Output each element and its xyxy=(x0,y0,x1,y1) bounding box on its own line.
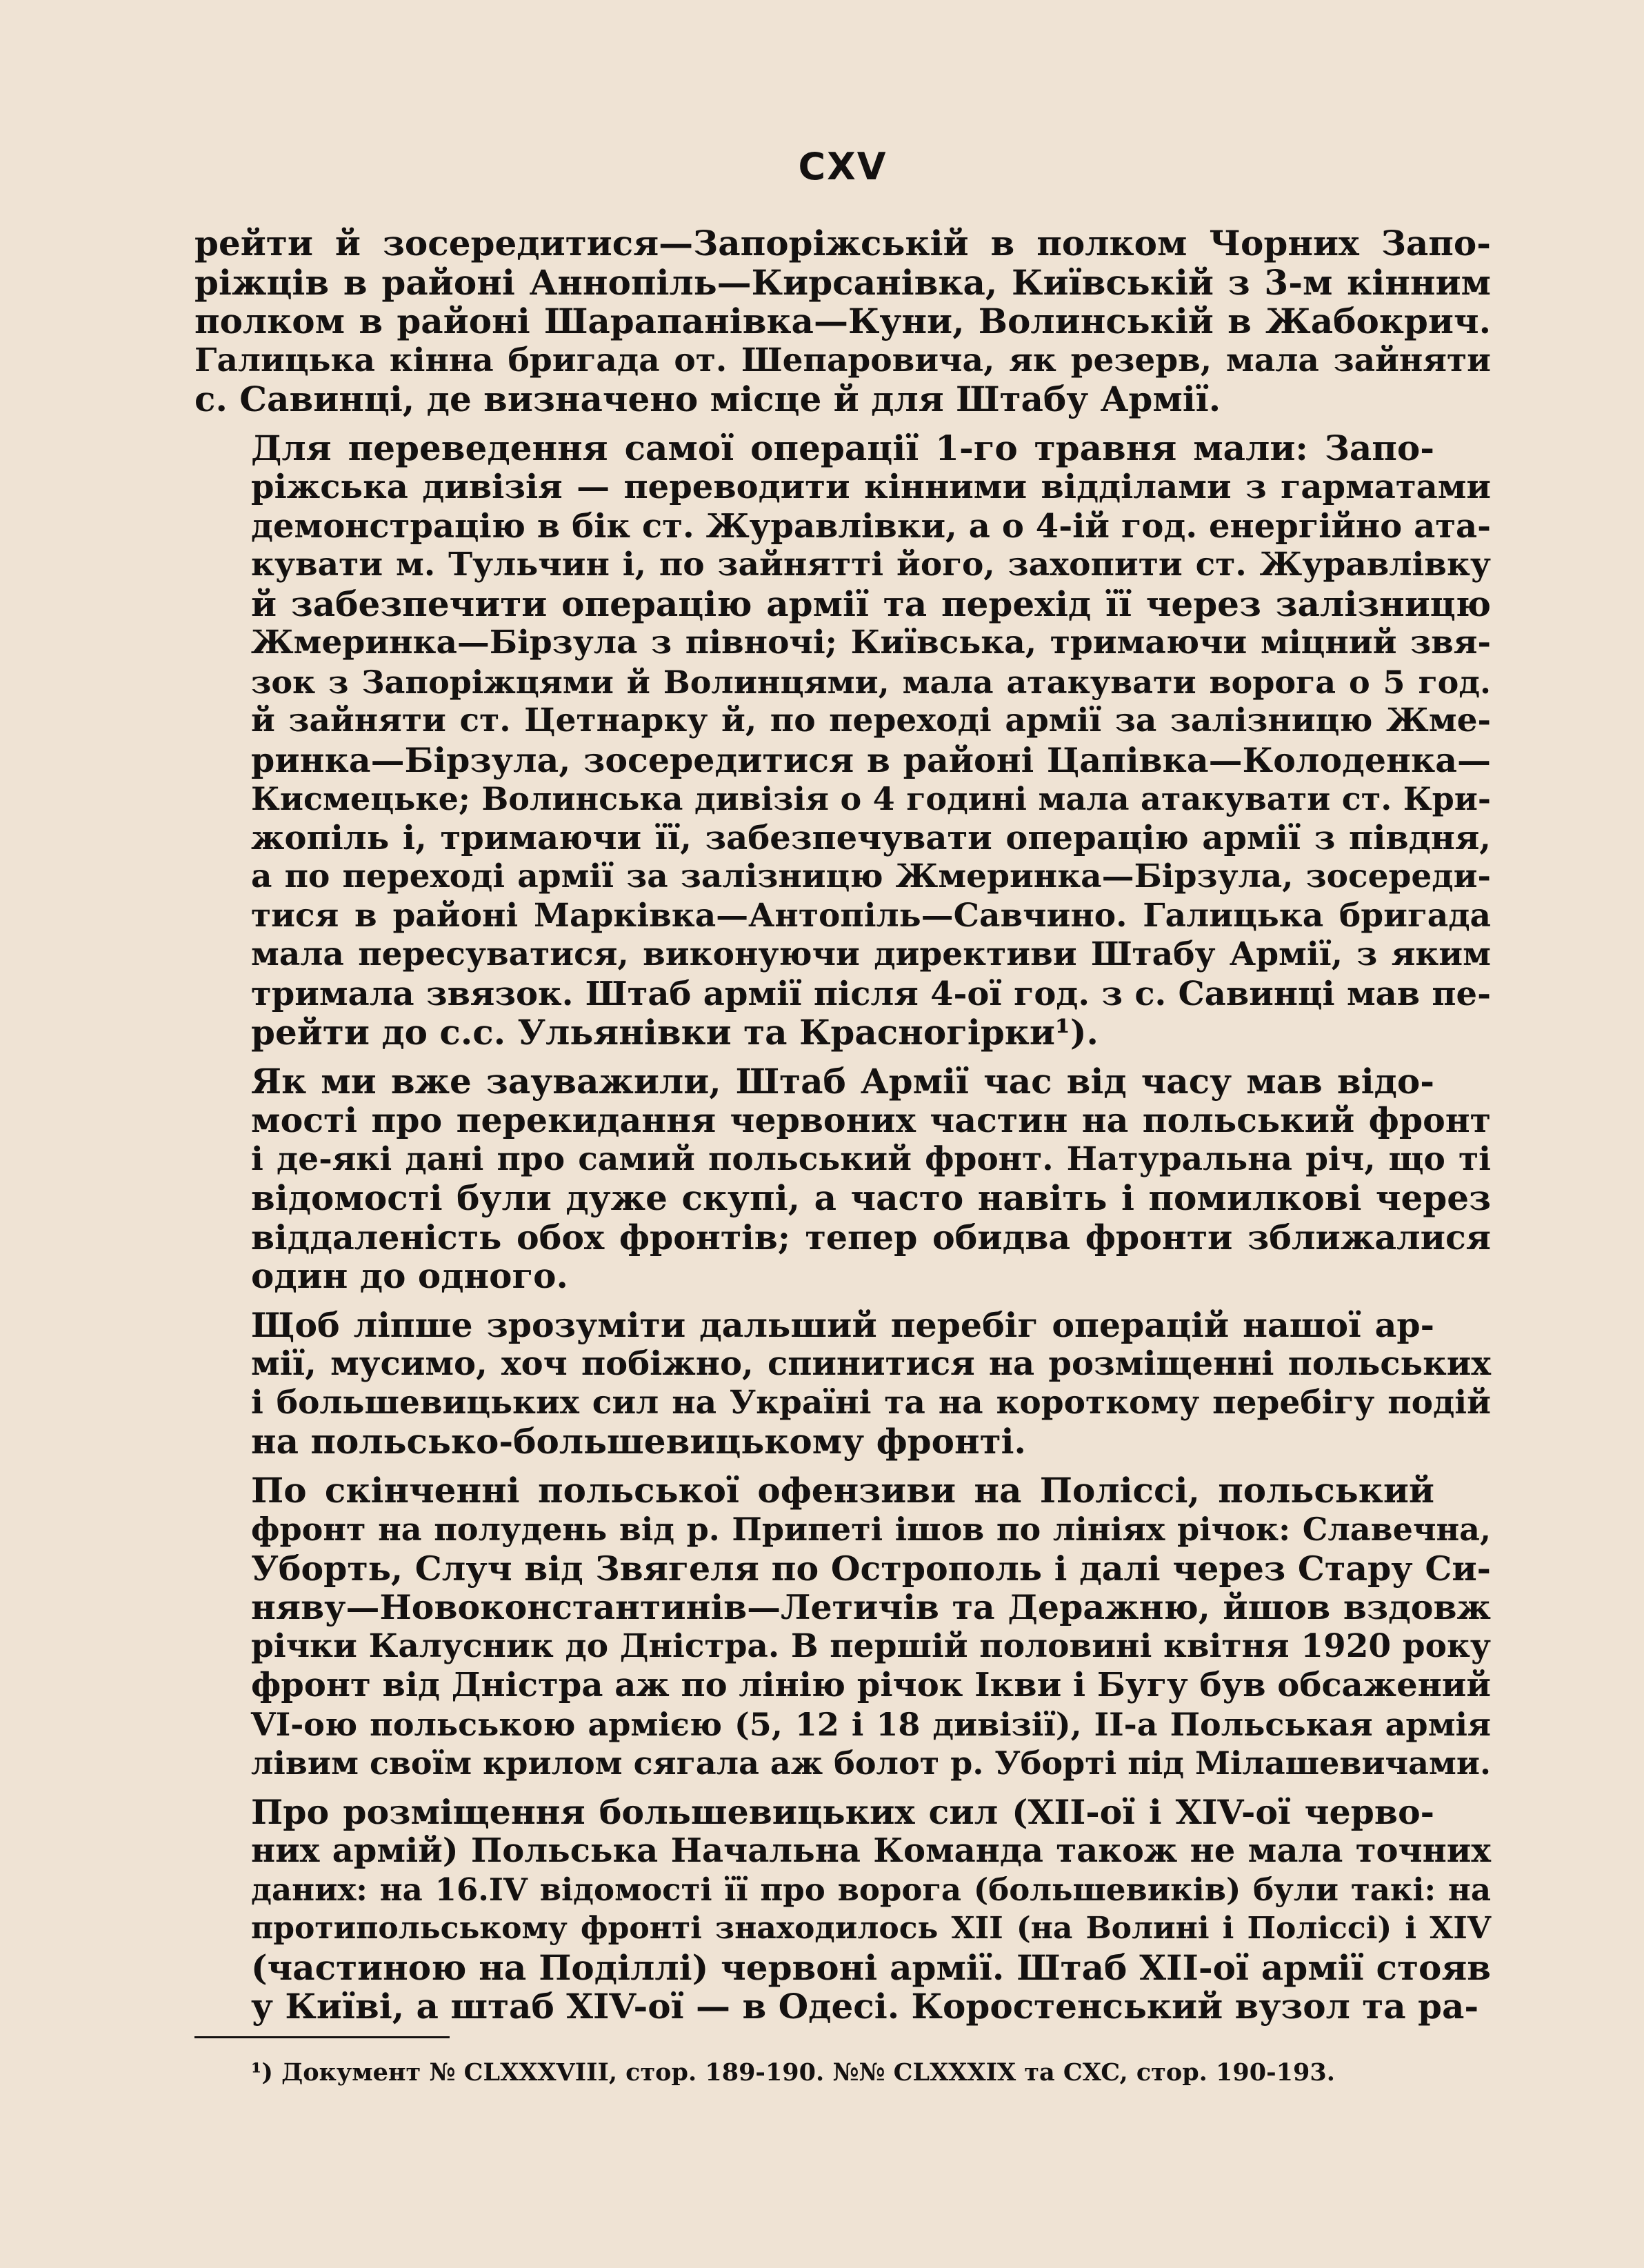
text-line: і де-які дані про самий польський фронт. Натуральна річ, що ті xyxy=(251,1140,1491,1178)
text-line: ріжців в районі Аннопіль—Кирсанівка, Київській з 3-м кінним xyxy=(194,261,1491,303)
text-line: полком в районі Шарапанівка—Куни, Волинській в Жабокрич. xyxy=(194,301,1491,341)
text-line: зок з Запоріжцями й Волинцями, мала атакувати ворога о 5 год. xyxy=(251,663,1491,701)
text-line: VI-ою польською армією (5, 12 і 18 дивізії), ІІ-а Польськая армія xyxy=(251,1705,1491,1743)
text-line: Для переведення самої операції 1-го травня мали: Запо- xyxy=(251,427,1434,468)
text-line: віддаленість обох фронтів; тепер обидва фронти зближалися xyxy=(251,1217,1491,1257)
text-line: Як ми вже зауважили, Штаб Армії час від часу мав відо- xyxy=(251,1060,1434,1102)
text-line: Щоб ліпше зрозуміти дальший перебіг операцій нашої ар- xyxy=(251,1304,1434,1345)
text-line: ріжська дивізія — переводити кінними відділами з гарматами xyxy=(251,468,1491,506)
text-line: Кисмецьке; Волинська дивізія о 4 годині мала атакувати ст. Кри- xyxy=(251,780,1491,817)
paragraph xyxy=(194,1062,1491,1296)
text-line: По скінченні польської офензиви на Поліссі, польський xyxy=(251,1469,1434,1511)
text-line: мії, мусимо, хоч побіжно, спинитися на розміщенні польських xyxy=(251,1344,1491,1383)
text-line: лівим своїм крилом сягала аж болот р. Уборті під Мілашевичами. xyxy=(251,1744,1491,1782)
text-line: фронт на полудень від р. Припеті ішов по лініях річок: Славечна, xyxy=(251,1511,1491,1548)
footnote: ¹) Документ № CLXXXVIII, стор. 189-190. №№ CLXXXIX та CXC, стор. 190-193. xyxy=(251,2058,1335,2087)
text-line: Уборть, Случ від Звягеля по Острополь і далі через Стару Си- xyxy=(251,1548,1491,1589)
paragraph xyxy=(194,224,1491,419)
text-line: демонстрацію в бік ст. Журавлівки, а о 4-ій год. енергійно ата- xyxy=(251,506,1491,546)
paragraph xyxy=(194,1471,1491,1783)
text-line: кувати м. Тульчин і, по зайнятті його, захопити ст. Журавлівку xyxy=(251,546,1491,584)
text-line: (частиною на Поділлі) червоні армії. Штаб XII-ої армії стояв xyxy=(251,1947,1491,1988)
footnote-divider xyxy=(194,2036,450,2038)
text-line: них армій) Польська Начальна Команда також не мала точних xyxy=(251,1831,1491,1870)
text-line: с. Савинці, де визначено місце й для Штабу Армії. xyxy=(194,379,1221,419)
text-line: тися в районі Марківка—Антопіль—Савчино. Галицька бригада xyxy=(251,896,1491,935)
text-line: річки Калусник до Дністра. В першій половині квітня 1920 року xyxy=(251,1627,1491,1665)
text-line: даних: на 16.IV відомості її про ворога (большевиків) були такі: на xyxy=(251,1871,1491,1908)
document-page xyxy=(194,145,1491,2088)
text-line: рейти до с.с. Ульянівки та Красногірки¹). xyxy=(251,1012,1099,1053)
paragraph xyxy=(194,429,1491,1053)
paragraph xyxy=(194,1793,1491,2027)
text-line: тримала звязок. Штаб армії після 4-ої год. з с. Савинці мав пе- xyxy=(251,974,1491,1013)
text-line: один до одного. xyxy=(251,1255,568,1296)
page-number: CXV xyxy=(798,145,888,188)
text-line: у Київі, а штаб XIV-ої — в Одесі. Коростенський вузол та ра- xyxy=(251,1986,1479,2027)
text-line: і большевицьких сил на Україні та на короткому перебігу подій xyxy=(251,1383,1491,1422)
text-line: рейти й зосередитися—Запоріжській в полком Чорних Запо- xyxy=(194,223,1491,263)
text-line: на польсько-большевицькому фронті. xyxy=(251,1421,1026,1462)
text-line: й зайняти ст. Цетнарку й, по переході армії за залізницю Жме- xyxy=(251,702,1491,739)
paragraph xyxy=(194,1306,1491,1462)
text-line: відомості були дуже скупі, а часто навіть і помилкові через xyxy=(251,1177,1491,1218)
text-line: Жмеринка—Бірзула з півночі; Київська, тримаючи міцний звя- xyxy=(251,624,1491,662)
text-line: Про розміщення большевицьких сил (XII-ої і XIV-ої черво- xyxy=(251,1791,1434,1832)
text-line: ринка—Бірзула, зосередитися в районі Цапівка—Колоденка— xyxy=(251,739,1491,780)
text-line: жопіль і, тримаючи її, забезпечувати операцію армії з півдня, xyxy=(251,818,1491,857)
text-line: а по переході армії за залізницю Жмеринка—Бірзула, зосереди- xyxy=(251,857,1491,895)
text-line: протипольському фронті знаходилось XII (на Волині і Поліссі) і XIV xyxy=(251,1911,1491,1946)
body-text xyxy=(194,224,1491,2027)
text-line: мала пересуватися, виконуючи директиви Штабу Армії, з яким xyxy=(251,935,1491,973)
text-line: Галицька кінна бригада от. Шепаровича, як резерв, мала зайняти xyxy=(194,341,1491,379)
text-line: мості про перекидання червоних частин на польський фронт xyxy=(251,1100,1491,1140)
text-line: няву—Новоконстантинів—Летичів та Деражню, йшов вздовж xyxy=(251,1587,1491,1627)
text-line: фронт від Дністра аж по лінію річок Ікви і Бугу був обсажений xyxy=(251,1666,1491,1704)
text-line: й забезпечити операцію армії та перехід її через залізницю xyxy=(251,583,1491,624)
